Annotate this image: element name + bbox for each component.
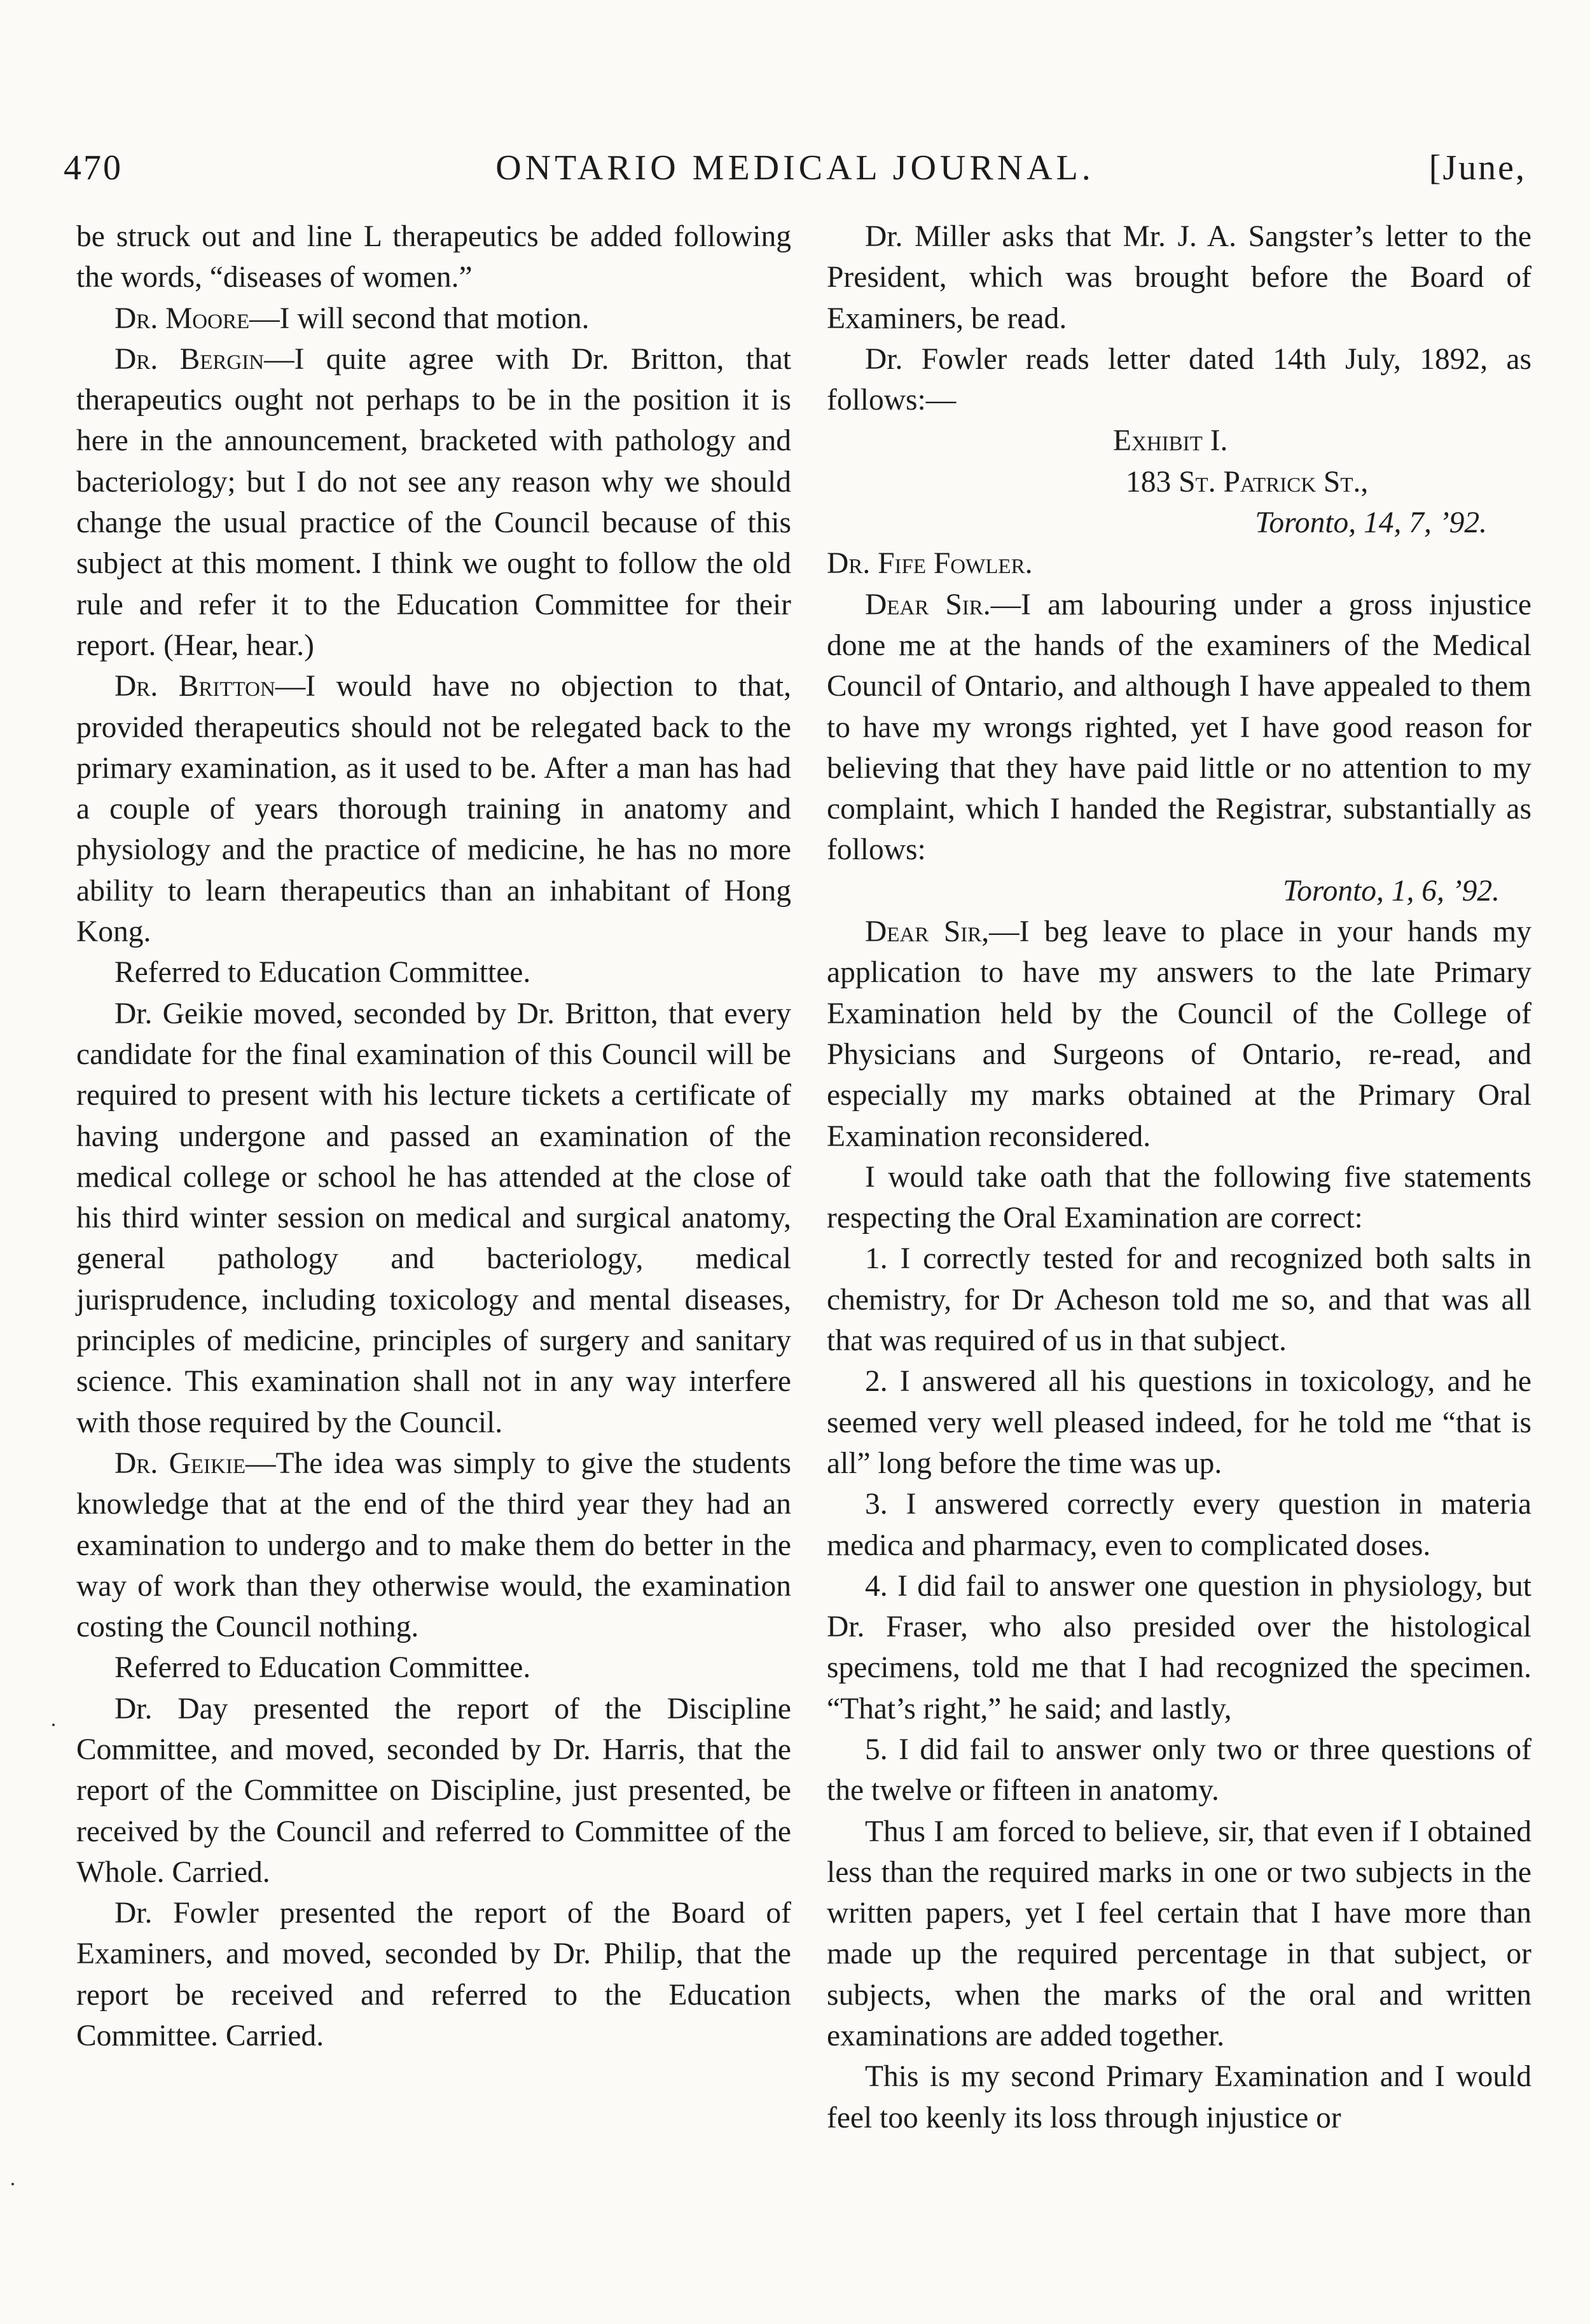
list-item: 3. I answered correctly every question in materia medica and pharmacy, even to complicated doses. bbox=[827, 1488, 1531, 1562]
left-column bbox=[76, 216, 791, 2056]
paragraph bbox=[76, 1443, 791, 1647]
paragraph bbox=[76, 666, 791, 952]
page-number: 470 bbox=[64, 148, 123, 188]
paragraph: Referred to Education Committee. bbox=[114, 956, 531, 990]
speech-text: —I quite agree with Dr. Britton, that therapeutics ought not perhaps to be in the position it is here in the announcement, bracketed with pathology and bacteriology; but I do not see any reason why we should change the usual practice of the Council because of this subject at this moment. I think we ought to follow the old rule and refer it to the Education Committee for their report. (Hear, hear.) bbox=[76, 342, 791, 662]
paragraph: I would take oath that the following five statements respecting the Oral Examination are correct: bbox=[827, 1160, 1531, 1235]
speech-text: —The idea was simply to give the students knowledge that at the end of the third year they had an examination to undergo and to make them do better in the way of work than they otherwise would, the examination costing the Council nothing. bbox=[76, 1446, 791, 1644]
paragraph: Dr. Fowler reads letter dated 14th July, 1892, as follows:— bbox=[827, 342, 1531, 417]
paragraph bbox=[76, 339, 791, 666]
paragraph: Dr. Day presented the report of the Discipline Committee, and moved, seconded by Dr. Harris, that the report of the Committee on Discipline, just presented, be received by the Council and referred to Committee of the Whole. Carried. bbox=[76, 1692, 791, 1889]
list-item: 4. I did fail to answer one question in physiology, but Dr. Fraser, who also presided over the histological specimens, told me that I had recognized the specimen. “That’s right,” he said; and lastly, bbox=[827, 1569, 1531, 1726]
paragraph: be struck out and line L therapeutics be added following the words, “diseases of women.” bbox=[76, 220, 791, 294]
paragraph bbox=[827, 911, 1531, 1157]
ink-speck bbox=[52, 1724, 55, 1726]
journal-title: ONTARIO MEDICAL JOURNAL. bbox=[495, 148, 1095, 188]
running-header bbox=[64, 148, 1526, 205]
exhibit-date: Toronto, 14, 7, ’92. bbox=[1255, 506, 1487, 540]
paragraph: Dr. Miller asks that Mr. J. A. Sangster’s letter to the President, which was brought before the Board of Examiners, be read. bbox=[827, 220, 1531, 335]
right-column bbox=[827, 216, 1531, 2138]
paragraph: Dr. Fowler presented the report of the Board of Examiners, and moved, seconded by Dr. Philip, that the report be received and referred to the Education Committee. Carried. bbox=[76, 1897, 791, 2053]
letter-text: —I am labouring under a gross injustice done me at the hands of the examiners of the Medical Council of Ontario, and although I have appealed to them to have my wrongs righted, yet I have good reason for believing that they have paid little or no attention to my complaint, which I handed the Registrar, substantially as follows: bbox=[827, 588, 1531, 867]
paragraph: Dr. Geikie moved, seconded by Dr. Britton, that every candidate for the final examination of this Council will be required to present with his lecture tickets a certificate of having undergone and passed an examination of the medical college or school he has attended at the close of his third winter session on medical and surgical anatomy, general pathology and bacteriology, medical jurisprudence, including toxicology and mental diseases, principles of medicine, principles of surgery and sanitary science. This examination shall not in any way interfere with those required by the Council. bbox=[76, 997, 791, 1439]
salutation: Dear Sir. bbox=[865, 588, 991, 621]
paragraph: This is my second Primary Examination and I would feel too keenly its loss through injustice or bbox=[827, 2060, 1531, 2134]
list-item: 1. I correctly tested for and recognized both salts in chemistry, for Dr Acheson told me so, and that was all that was required of us in that subject. bbox=[827, 1242, 1531, 1358]
salutation: Dear Sir, bbox=[865, 915, 990, 949]
paragraph bbox=[827, 584, 1531, 871]
letter-addressee: Dr. Fife Fowler. bbox=[827, 547, 1033, 581]
speaker-name: Dr. Moore bbox=[114, 301, 250, 335]
issue-month: [June, bbox=[1428, 148, 1526, 188]
list-item: 2. I answered all his questions in toxicology, and he seemed very well pleased indeed, for he told me “that is all” long before the time was up. bbox=[827, 1365, 1531, 1480]
paragraph: Thus I am forced to believe, sir, that even if I obtained less than the required marks in one or two subjects in the written papers, yet I feel certain that I have more than made up the required percentage in that subject, or subjects, when the marks of the oral and written examinations are added together. bbox=[827, 1815, 1531, 2053]
ink-speck bbox=[11, 2183, 14, 2185]
paragraph bbox=[76, 298, 791, 339]
letter-text: —I beg leave to place in your hands my application to have my answers to the late Primary Examination held by the Council of the College of Physicians and Surgeons of Ontario, re-read, and especially my marks obtained at the Primary Oral Examination reconsidered. bbox=[827, 915, 1531, 1153]
list-item: 5. I did fail to answer only two or three questions of the twelve or fifteen in anatomy. bbox=[827, 1733, 1531, 1808]
speaker-name: Dr. Bergin bbox=[114, 342, 265, 376]
letter-date: Toronto, 1, 6, ’92. bbox=[1283, 874, 1500, 908]
speaker-name: Dr. Britton bbox=[114, 670, 275, 703]
paragraph: Referred to Education Committee. bbox=[114, 1651, 531, 1685]
speech-text: —I will second that motion. bbox=[249, 301, 590, 335]
speaker-name: Dr. Geikie bbox=[114, 1446, 246, 1480]
exhibit-address: 183 St. Patrick St., bbox=[1126, 465, 1369, 499]
speech-text: —I would have no objection to that, provided therapeutics should not be relegated back to the primary examination, as it used to be. After a man has had a couple of years thorough training in anatomy and physiology and the practice of medicine, he has no more ability to learn therapeutics than an inhabitant of Hong Kong. bbox=[76, 670, 791, 949]
exhibit-title: Exhibit I. bbox=[1113, 424, 1228, 458]
